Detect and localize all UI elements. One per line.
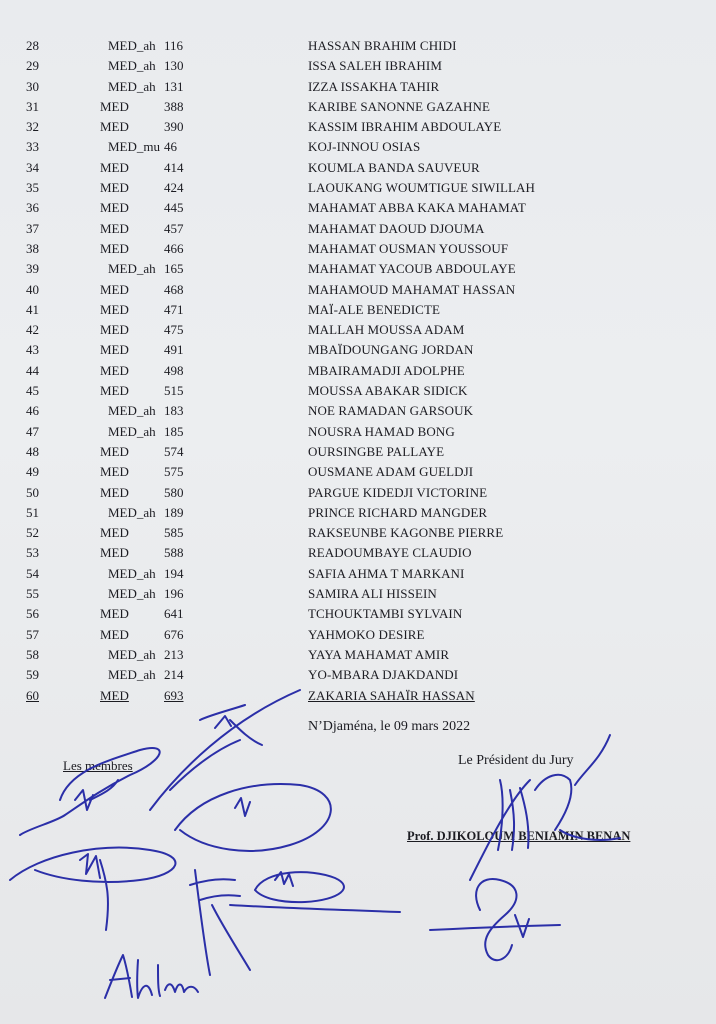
student-code: 213 — [164, 646, 184, 662]
student-track: MED_ah — [108, 78, 156, 94]
student-number: 31 — [26, 98, 39, 114]
student-number: 42 — [26, 322, 39, 338]
student-row — [0, 361, 716, 381]
student-name: TCHOUKTAMBI SYLVAIN — [308, 606, 463, 622]
student-track: MED — [100, 342, 129, 358]
student-name: MBAÏDOUNGANG JORDAN — [308, 342, 474, 358]
student-row — [0, 584, 716, 604]
student-name: MBAIRAMADJI ADOLPHE — [308, 362, 465, 378]
student-row — [0, 401, 716, 421]
student-track: MED_ah — [108, 646, 156, 662]
student-name: SAFIA AHMA T MARKANI — [308, 565, 465, 581]
student-track: MED — [100, 301, 129, 317]
student-track: MED_ah — [108, 38, 156, 53]
student-name: YO-MBARA DJAKDANDI — [308, 667, 459, 683]
student-name: MAÏ-ALE BENEDICTE — [308, 301, 441, 317]
student-number: 28 — [26, 38, 39, 53]
student-row — [0, 320, 716, 340]
student-row — [0, 665, 716, 685]
student-track: MED — [100, 322, 129, 338]
student-track: MED — [100, 180, 129, 196]
signature-member-6 — [230, 872, 400, 912]
student-row — [0, 503, 716, 523]
student-number: 60 — [26, 687, 39, 703]
student-number: 32 — [26, 119, 39, 135]
student-code: 588 — [164, 545, 184, 561]
student-row — [0, 483, 716, 503]
student-number: 43 — [26, 342, 39, 358]
student-number: 35 — [26, 180, 39, 196]
student-number: 33 — [26, 139, 39, 155]
student-code: 498 — [164, 362, 184, 378]
student-name: RAKSEUNBE KAGONBE PIERRE — [308, 525, 504, 541]
student-row — [0, 686, 716, 706]
student-track: MED — [100, 98, 129, 114]
student-name: MAHAMAT YACOUB ABDOULAYE — [308, 261, 516, 277]
student-code: 183 — [164, 403, 184, 419]
student-track: MED — [100, 606, 129, 622]
student-number: 58 — [26, 646, 39, 662]
student-name: MOUSSA ABAKAR SIDICK — [308, 383, 468, 399]
student-number: 30 — [26, 78, 39, 94]
student-name: NOE RAMADAN GARSOUK — [308, 403, 474, 419]
student-row — [0, 219, 716, 239]
student-name: NOUSRA HAMAD BONG — [308, 423, 455, 439]
student-row — [0, 442, 716, 462]
student-code: 424 — [164, 180, 184, 196]
place-date: N’Djaména, le 09 mars 2022 — [308, 719, 471, 734]
student-track: MED — [100, 362, 129, 378]
student-name: LAOUKANG WOUMTIGUE SIWILLAH — [308, 180, 536, 196]
signature-member-3 — [175, 784, 331, 851]
student-track: MED — [100, 545, 129, 561]
student-number: 38 — [26, 240, 39, 256]
student-track: MED_ah — [108, 586, 156, 602]
student-number: 54 — [26, 565, 39, 581]
student-code: 165 — [164, 261, 184, 277]
student-name: MAHAMAT OUSMAN YOUSSOUF — [308, 240, 509, 256]
signature-member-4 — [10, 848, 175, 930]
student-row — [0, 340, 716, 360]
student-number: 41 — [26, 301, 39, 317]
student-list — [0, 36, 716, 706]
student-track: MED_ah — [108, 403, 156, 419]
student-code: 388 — [164, 98, 184, 114]
student-track: MED_ah — [108, 565, 156, 581]
student-name: MAHAMOUD MAHAMAT HASSAN — [308, 281, 516, 297]
student-track: MED — [100, 626, 129, 642]
student-number: 59 — [26, 667, 39, 683]
members-label: Les membres — [63, 758, 133, 773]
student-code: 390 — [164, 119, 184, 135]
student-name: KARIBE SANONNE GAZAHNE — [308, 98, 491, 114]
student-track: MED_ah — [108, 261, 156, 277]
student-row — [0, 523, 716, 543]
student-name: YAHMOKO DESIRE — [308, 626, 425, 642]
student-row — [0, 280, 716, 300]
student-number: 29 — [26, 58, 39, 74]
student-track: MED — [100, 464, 129, 480]
student-row — [0, 564, 716, 584]
student-code: 580 — [164, 484, 184, 500]
student-code: 471 — [164, 301, 184, 317]
student-number: 52 — [26, 525, 39, 541]
student-number: 44 — [26, 362, 39, 378]
student-row — [0, 97, 716, 117]
student-row — [0, 604, 716, 624]
student-code: 676 — [164, 626, 184, 642]
student-track: MED_ah — [108, 504, 156, 520]
student-row — [0, 422, 716, 442]
signature-bottom-right — [430, 879, 560, 960]
student-row — [0, 543, 716, 563]
student-number: 39 — [26, 261, 39, 277]
student-name: IZZA ISSAKHA TAHIR — [308, 78, 440, 94]
student-code: 214 — [164, 667, 184, 683]
student-code: 196 — [164, 586, 184, 602]
student-number: 40 — [26, 281, 39, 297]
student-number: 53 — [26, 545, 39, 561]
student-track: MED — [100, 281, 129, 297]
student-track: MED — [100, 220, 129, 236]
student-code: 131 — [164, 78, 184, 94]
student-number: 56 — [26, 606, 39, 622]
student-track: MED — [100, 687, 129, 703]
student-track: MED — [100, 119, 129, 135]
student-name: SAMIRA ALI HISSEIN — [308, 586, 437, 602]
student-name: READOUMBAYE CLAUDIO — [308, 545, 472, 561]
student-row — [0, 645, 716, 665]
student-number: 36 — [26, 200, 39, 216]
student-row — [0, 36, 716, 56]
student-row — [0, 77, 716, 97]
president-name: Prof. DJIKOLOUM BENIAMIN BENAN — [407, 829, 631, 843]
student-name: ZAKARIA SAHAÏR HASSAN — [308, 687, 475, 703]
student-name: YAYA MAHAMAT AMIR — [308, 646, 450, 662]
student-row — [0, 462, 716, 482]
student-track: MED_ah — [108, 667, 156, 683]
student-code: 468 — [164, 281, 184, 297]
student-code: 491 — [164, 342, 184, 358]
student-track: MED — [100, 525, 129, 541]
student-code: 693 — [164, 687, 184, 703]
student-code: 194 — [164, 565, 184, 581]
student-number: 49 — [26, 464, 39, 480]
student-row — [0, 259, 716, 279]
student-code: 189 — [164, 504, 184, 520]
student-row — [0, 198, 716, 218]
student-code: 466 — [164, 240, 184, 256]
student-row — [0, 625, 716, 645]
student-number: 48 — [26, 443, 39, 459]
student-row — [0, 137, 716, 157]
student-code: 475 — [164, 322, 184, 338]
student-number: 34 — [26, 159, 39, 175]
student-track: MED — [100, 443, 129, 459]
student-name: PRINCE RICHARD MANGDER — [308, 504, 488, 520]
student-track: MED — [100, 240, 129, 256]
student-name: MALLAH MOUSSA ADAM — [308, 322, 465, 338]
student-number: 47 — [26, 423, 39, 439]
student-track: MED_mu — [108, 139, 160, 155]
student-code: 46 — [164, 139, 177, 155]
student-number: 57 — [26, 626, 39, 642]
president-label: Le Président du Jury — [458, 753, 574, 768]
student-name: PARGUE KIDEDJI VICTORINE — [308, 484, 488, 500]
student-name: MAHAMAT DAOUD DJOUMA — [308, 220, 485, 236]
student-name: KOJ-INNOU OSIAS — [308, 139, 421, 155]
student-code: 457 — [164, 220, 184, 236]
student-number: 46 — [26, 403, 39, 419]
student-code: 585 — [164, 525, 184, 541]
student-code: 116 — [164, 38, 184, 53]
student-name: HASSAN BRAHIM CHIDI — [308, 38, 457, 53]
student-code: 185 — [164, 423, 184, 439]
student-row — [0, 300, 716, 320]
student-name: KASSIM IBRAHIM ABDOULAYE — [308, 119, 502, 135]
student-code: 641 — [164, 606, 184, 622]
student-name: OURSINGBE PALLAYE — [308, 443, 445, 459]
student-row — [0, 178, 716, 198]
student-code: 575 — [164, 464, 184, 480]
student-name: ISSA SALEH IBRAHIM — [308, 58, 442, 74]
student-name: OUSMANE ADAM GUELDJI — [308, 464, 474, 480]
student-number: 45 — [26, 383, 39, 399]
student-number: 55 — [26, 586, 39, 602]
student-number: 51 — [26, 504, 39, 520]
student-track: MED — [100, 484, 129, 500]
student-code: 445 — [164, 200, 184, 216]
student-row — [0, 381, 716, 401]
student-code: 414 — [164, 159, 184, 175]
signature-member-2 — [150, 690, 300, 810]
student-number: 37 — [26, 220, 39, 236]
signature-member-7 — [105, 955, 198, 998]
student-track: MED_ah — [108, 58, 156, 74]
student-track: MED — [100, 159, 129, 175]
student-code: 574 — [164, 443, 184, 459]
student-name: MAHAMAT ABBA KAKA MAHAMAT — [308, 200, 526, 216]
student-row — [0, 56, 716, 76]
student-code: 130 — [164, 58, 184, 74]
student-row — [0, 158, 716, 178]
student-track: MED_ah — [108, 423, 156, 439]
student-track: MED — [100, 383, 129, 399]
student-row — [0, 239, 716, 259]
student-row — [0, 117, 716, 137]
student-code: 515 — [164, 383, 184, 399]
student-name: KOUMLA BANDA SAUVEUR — [308, 159, 480, 175]
student-track: MED — [100, 200, 129, 216]
student-number: 50 — [26, 484, 39, 500]
signature-member-5 — [190, 870, 250, 975]
